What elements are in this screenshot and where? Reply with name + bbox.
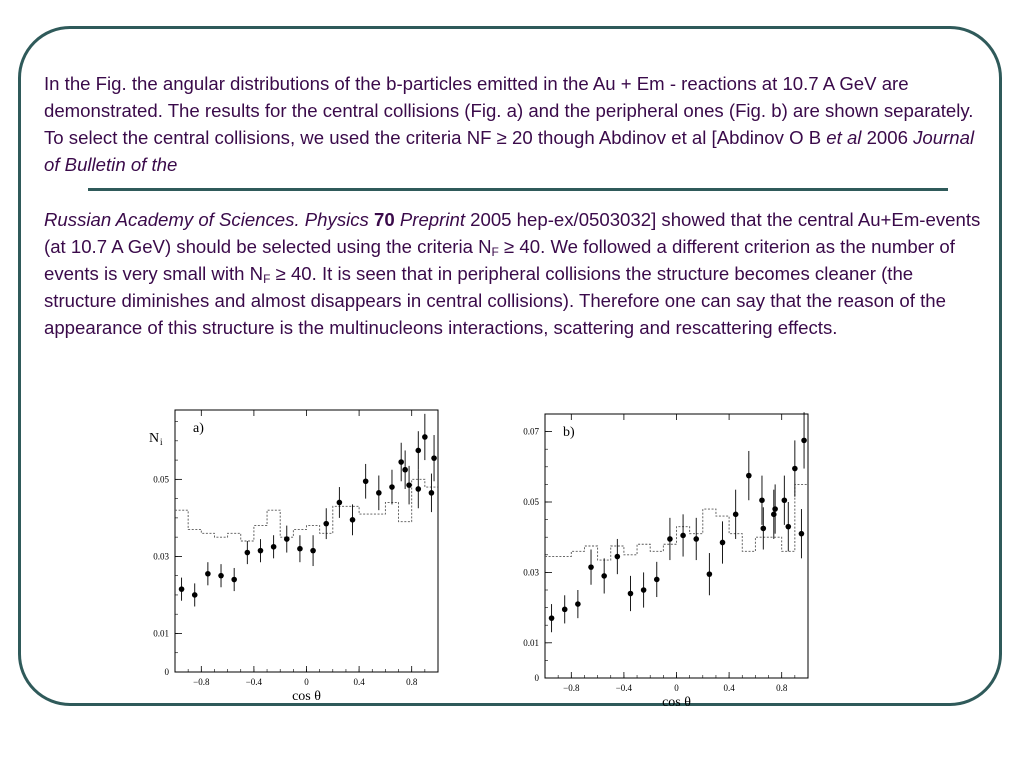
data-point (772, 506, 778, 512)
data-point (415, 448, 421, 454)
data-point (680, 533, 686, 539)
data-point (654, 577, 660, 583)
y-tick-label: 0.07 (523, 426, 539, 437)
data-point (310, 548, 316, 554)
data-point (785, 524, 791, 530)
data-point (792, 466, 798, 472)
reference-histogram (545, 484, 808, 560)
x-tick-label: −0.8 (193, 677, 210, 687)
chart-a (140, 400, 450, 705)
y-axis-label-sub: i (160, 437, 163, 447)
data-point (415, 486, 421, 492)
data-point (297, 546, 303, 552)
data-point (429, 490, 435, 496)
data-point (801, 438, 807, 444)
text-run: ≥ 40. We followed a different criterion as the number of events is very small with N (44, 236, 955, 284)
y-tick-label: 0.01 (523, 637, 539, 648)
text-run-italic: Russian Academy of Sciences. Physics (44, 209, 369, 230)
x-tick-label: 0 (304, 677, 309, 687)
data-point (337, 500, 343, 506)
data-point (759, 497, 765, 503)
x-tick-label: −0.4 (615, 683, 633, 693)
data-point (192, 592, 198, 598)
data-point (628, 591, 634, 597)
data-point (376, 490, 382, 496)
plot-frame (545, 414, 808, 678)
x-tick-label: 0.4 (723, 683, 735, 693)
data-point (179, 586, 185, 592)
data-point (720, 540, 726, 546)
y-tick-label: 0 (534, 673, 539, 683)
data-point (402, 467, 408, 473)
x-axis-label: cos θ (662, 695, 691, 708)
y-axis-label: N (149, 431, 160, 446)
x-axis-label: cos θ (292, 689, 321, 704)
plot-frame (175, 410, 438, 672)
text-run: ≥ 40. It is seen that in peripheral collisions the structure becomes cleaner (the structure diminishes and almost disappears in central collisions). Therefore one can say that the reason of the appearance of this structure is the multinucleons interactions, scattering and rescattering effects. (44, 263, 946, 338)
subscript: F (263, 272, 271, 286)
data-point (271, 544, 277, 550)
data-point (562, 607, 568, 613)
x-tick-label: 0.8 (406, 677, 418, 687)
data-point (746, 473, 752, 479)
data-point (733, 512, 739, 518)
y-tick-label: 0 (164, 667, 169, 677)
data-point (363, 478, 369, 484)
data-point (284, 536, 290, 542)
x-tick-label: 0.8 (776, 683, 788, 693)
y-tick-label: 0.05 (153, 474, 169, 485)
data-point (231, 577, 237, 583)
x-tick-label: −0.8 (563, 683, 580, 693)
data-point (760, 526, 766, 532)
panel-label: a) (193, 421, 204, 436)
text-run: 2005 hep-ex/0503032] showed that the central Au+Em-events (at 10.7 A GeV) should be selected using the criteria N (44, 209, 981, 257)
text-run: 2006 (861, 127, 914, 148)
y-tick-label: 0.03 (153, 551, 169, 562)
data-point (667, 536, 673, 542)
data-point (575, 601, 581, 607)
data-point (406, 482, 412, 488)
x-tick-label: −0.4 (245, 677, 263, 687)
data-point (350, 517, 356, 523)
data-point (771, 512, 777, 518)
data-point (588, 564, 594, 570)
data-point (245, 550, 251, 556)
data-point (398, 459, 404, 465)
text-run: In the Fig. the angular distributions of the b-particles emitted in the Au + Em - reactions at 10.7 A GeV are demonstrated. The results for the central collisions (Fig. a) and the peripheral ones (Fig. b) are shown separately. To select the central collisions, we used the criteria NF ≥ 20 though Abdinov et al [Abdinov O B (44, 73, 974, 148)
data-point (641, 587, 647, 593)
data-point (782, 497, 788, 503)
text-run-bold: 70 (374, 209, 395, 230)
panel-label: b) (563, 425, 575, 440)
y-tick-label: 0.03 (523, 567, 539, 578)
divider-line (88, 188, 948, 191)
text-run-italic: Journal of Bulletin of the (44, 127, 975, 175)
data-point (218, 573, 224, 579)
data-point (601, 573, 607, 579)
x-tick-label: 0.4 (353, 677, 365, 687)
x-tick-label: 0 (674, 683, 679, 693)
data-point (389, 484, 395, 490)
data-point (799, 531, 805, 537)
text-run-italic: Preprint (399, 209, 465, 230)
paragraph-bottom (44, 206, 984, 341)
data-point (205, 571, 211, 577)
text-run-italic: et al (826, 127, 862, 148)
data-point (615, 554, 621, 560)
data-point (707, 571, 713, 577)
data-point (693, 536, 699, 542)
subscript: F (491, 245, 499, 259)
y-tick-label: 0.01 (153, 628, 169, 639)
y-tick-label: 0.05 (523, 497, 539, 507)
reference-histogram (175, 479, 438, 541)
data-point (258, 548, 264, 554)
data-point (431, 455, 437, 461)
data-point (549, 615, 555, 621)
paragraph-top (44, 70, 984, 178)
data-point (422, 434, 428, 440)
chart-b (508, 408, 818, 708)
data-point (323, 521, 329, 527)
